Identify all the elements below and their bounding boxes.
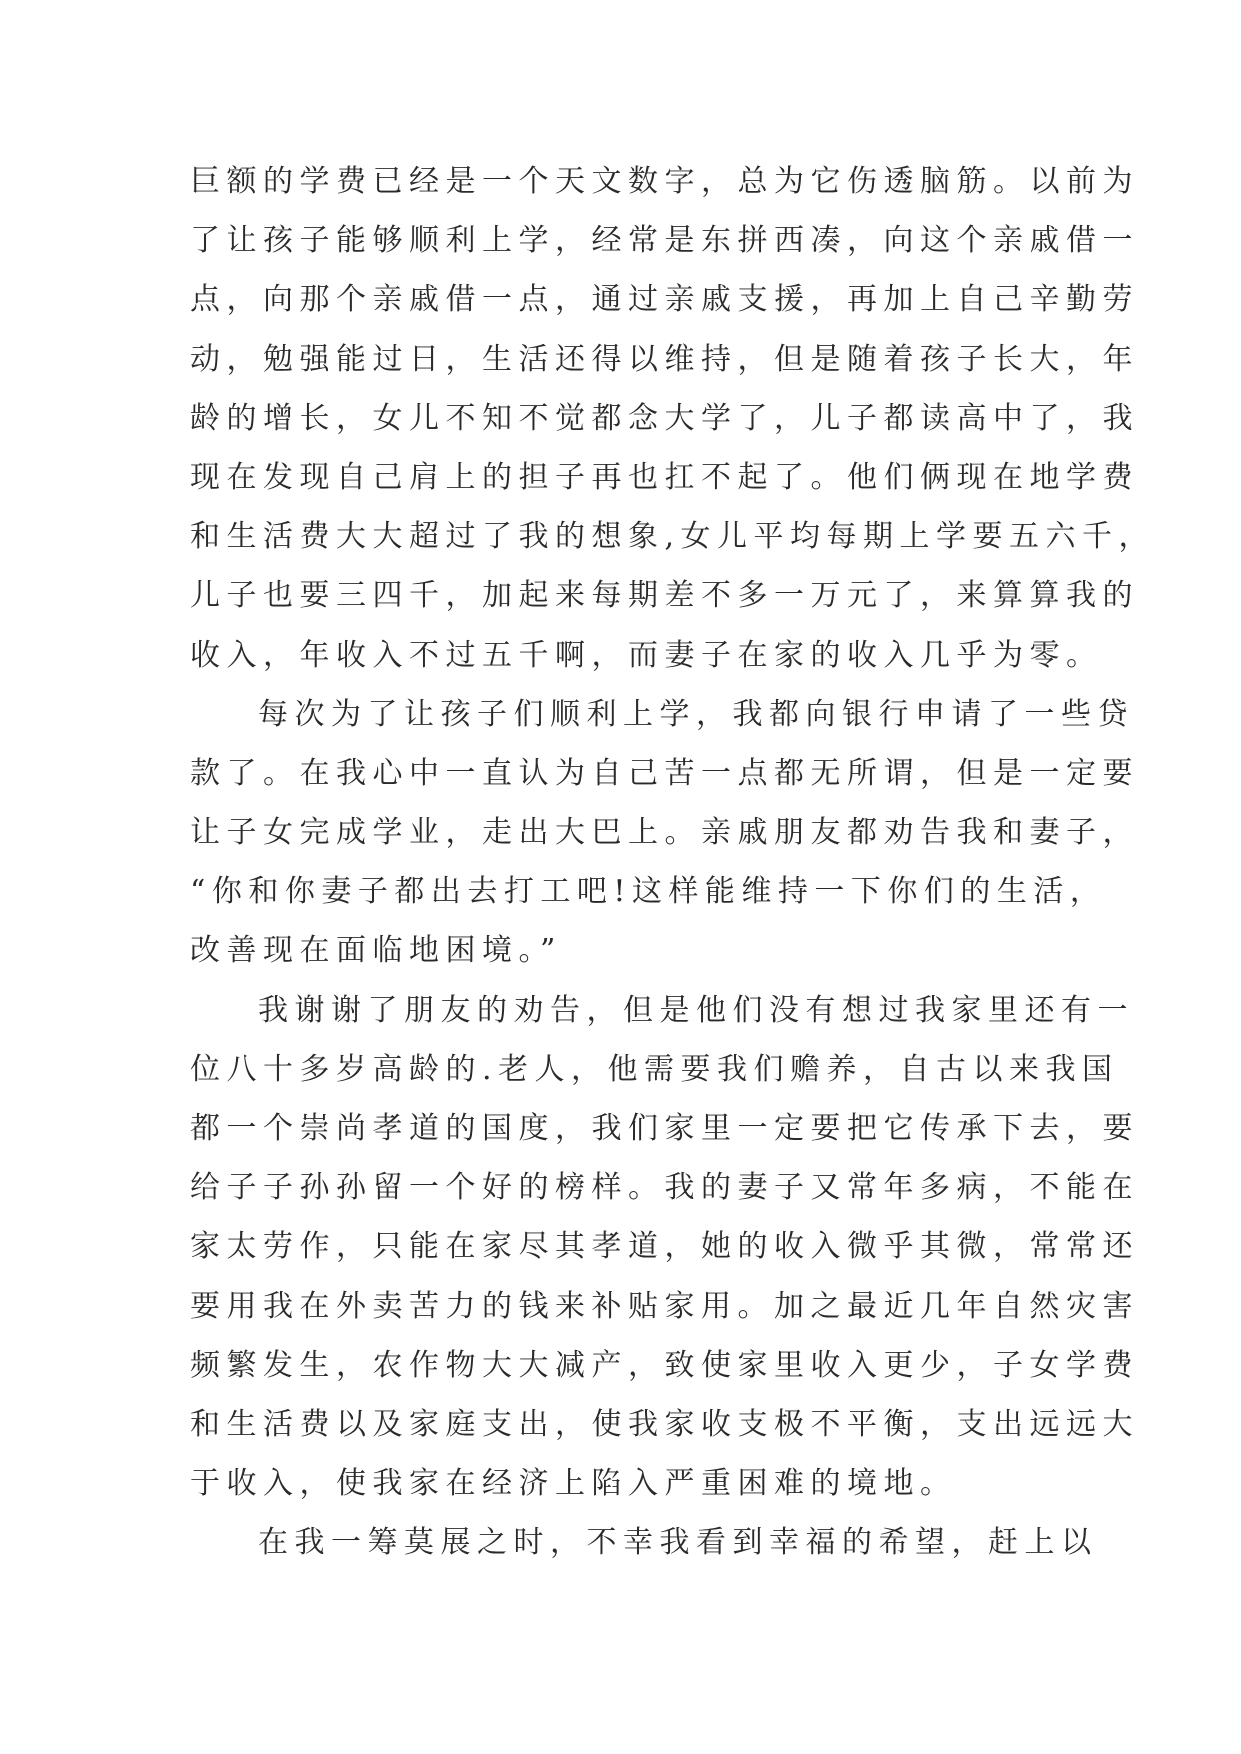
text-line: 于收入，使我家在经济上陷入严重困难的境地。 [190,1466,957,1502]
text-line: 每次为了让孩子们顺利上学，我都向银行申请了一些贷 [258,696,1134,732]
text-line: 让子女完成学业，走出大巴上。亲戚朋友都劝告我和妻子， [190,815,1139,851]
text-line: 和生活费以及家庭支出，使我家收支极不平衡，支出远远大 [190,1406,1139,1442]
text-line: 现在发现自己肩上的担子再也扛不起了。他们俩现在地学费 [190,459,1139,495]
text-line: 我谢谢了朋友的劝告，但是他们没有想过我家里还有一 [258,992,1134,1028]
text-line: 要用我在外卖苦力的钱来补贴家用。加之最近几年自然灾害 [190,1288,1139,1324]
text-line: 和生活费大大超过了我的想象,女儿平均每期上学要五六千， [190,519,1156,555]
body-text [190,152,1156,1573]
text-line: 龄的增长，女儿不知不觉都念大学了，儿子都读高中了，我 [190,400,1139,436]
text-line: 了让孩子能够顺利上学，经常是东拼西凑，向这个亲戚借一 [190,223,1139,259]
text-line: 改善现在面临地困境。” [190,933,562,969]
text-line: 在我一筹莫展之时，不幸我看到幸福的希望，赶上以 [258,1525,1098,1561]
text-line: 都一个崇尚孝道的国度，我们家里一定要把它传承下去，要 [190,1111,1139,1146]
text-line: 收入，年收入不过五千啊，而妻子在家的收入几乎为零。 [190,637,1103,673]
text-line: 位八十多岁高龄的.老人，他需要我们赡养，自古以来我国 [190,1051,1119,1087]
text-line: “你和你妻子都出去打工吧!这样能维持一下你们的生活， [190,874,1107,910]
text-line: 频繁发生，农作物大大减产，致使家里收入更少，子女学费 [190,1347,1139,1383]
text-line: 点，向那个亲戚借一点，通过亲戚支援，再加上自己辛勤劳 [190,282,1139,318]
text-line: 给子子孙孙留一个好的榜样。我的妻子又常年多病，不能在 [190,1170,1139,1206]
text-line: 巨额的学费已经是一个天文数字，总为它伤透脑筋。以前为 [190,164,1139,199]
text-line: 家太劳作，只能在家尽其孝道，她的收入微乎其微，常常还 [190,1229,1139,1265]
text-line: 款了。在我心中一直认为自己苦一点都无所谓，但是一定要 [190,755,1139,791]
text-line: 动，勉强能过日，生活还得以维持，但是随着孩子长大，年 [190,341,1139,377]
text-line: 儿子也要三四千，加起来每期差不多一万元了，来算算我的 [190,578,1139,614]
